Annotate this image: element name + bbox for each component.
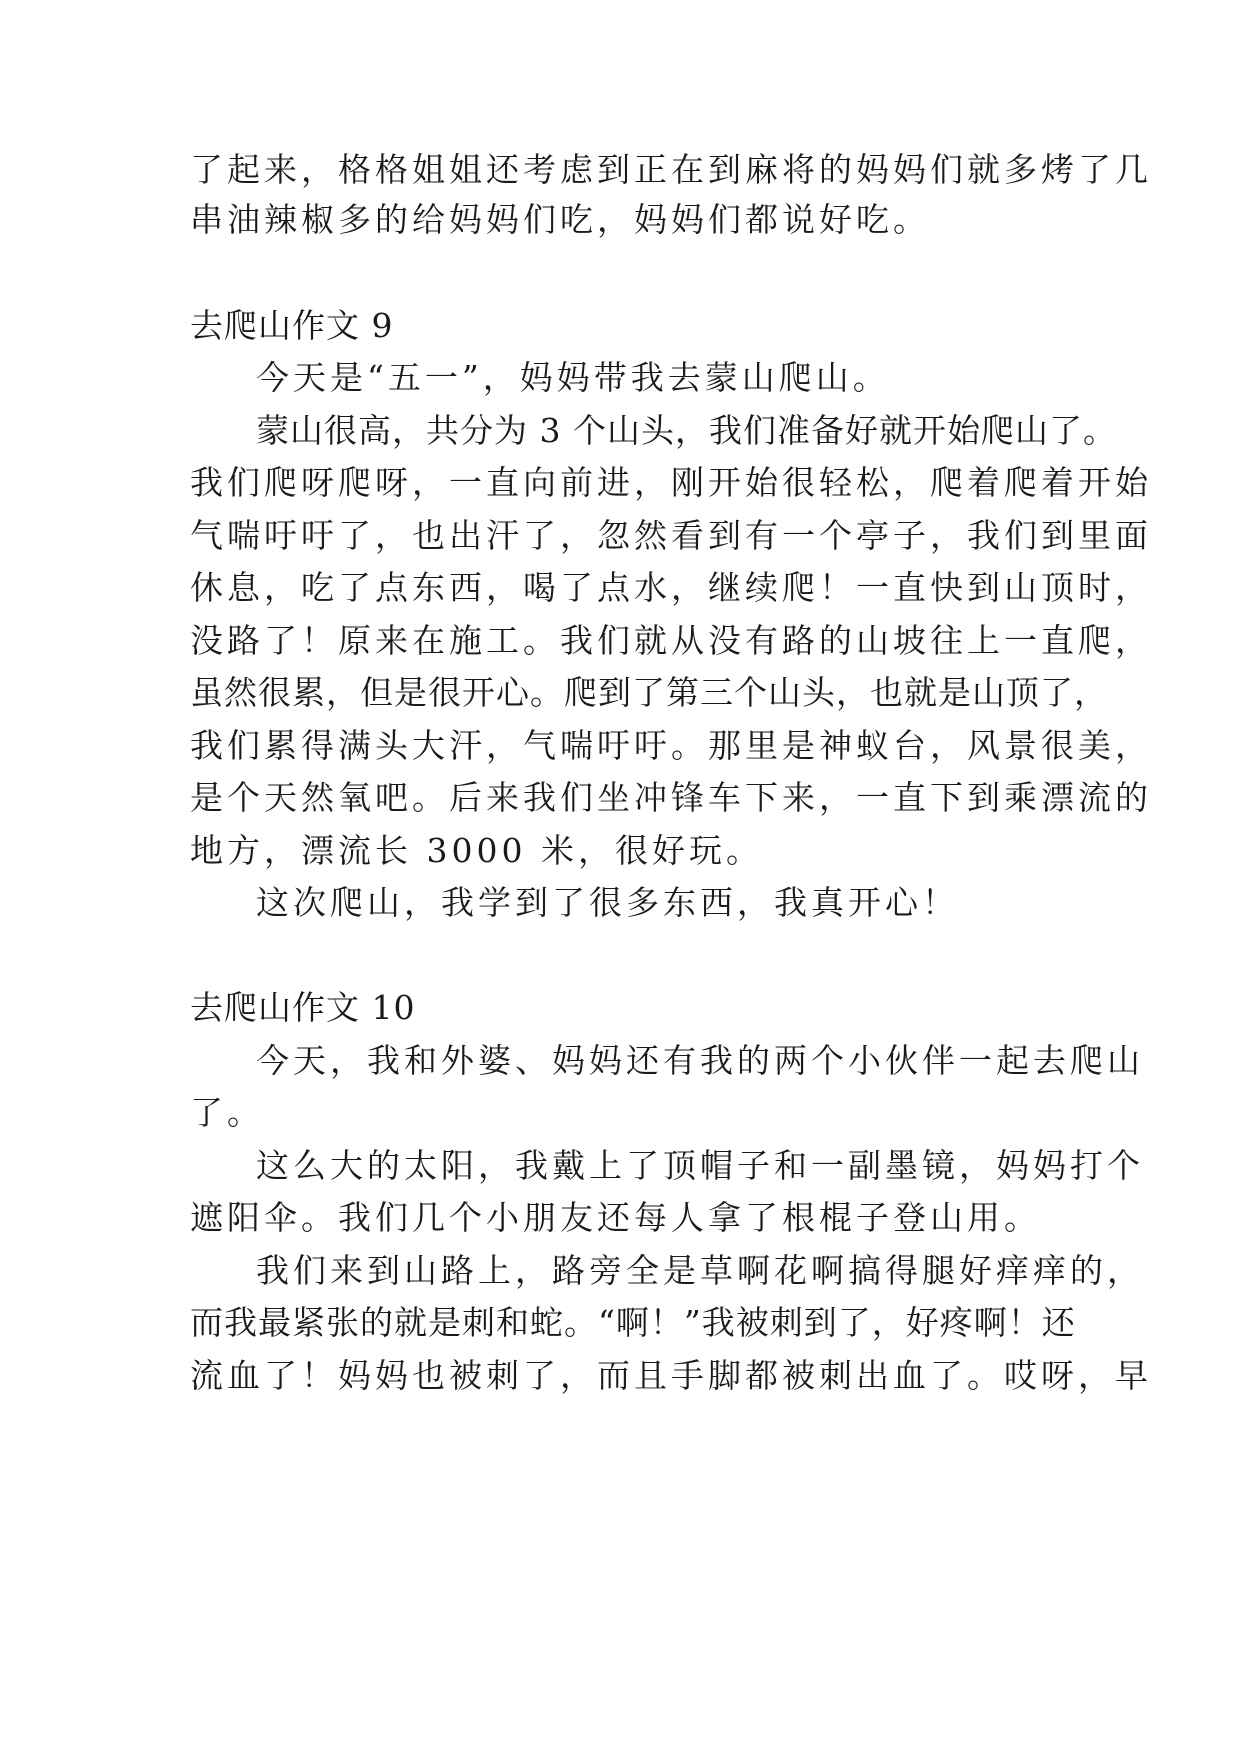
paragraph-line: 我们爬呀爬呀，一直向前进，刚开始很轻松，爬着爬着开始 bbox=[190, 463, 1152, 502]
essay-title: 去爬山作文 10 bbox=[190, 988, 416, 1027]
paragraph-line: 这么大的太阳，我戴上了顶帽子和一副墨镜，妈妈打个 bbox=[256, 1146, 1144, 1185]
paragraph-line: 了起来，格格姐姐还考虑到正在到麻将的妈妈们就多烤了几 bbox=[190, 150, 1152, 189]
paragraph-line: 今天是“五一”，妈妈带我去蒙山爬山。 bbox=[256, 358, 890, 397]
paragraph-line: 串油辣椒多的给妈妈们吃，妈妈们都说好吃。 bbox=[190, 200, 930, 239]
essay-title: 去爬山作文 9 bbox=[190, 306, 394, 345]
paragraph-line: 这次爬山，我学到了很多东西，我真开心！ bbox=[256, 883, 959, 922]
paragraph-line: 是个天然氧吧。后来我们坐冲锋车下来，一直下到乘漂流的 bbox=[190, 778, 1152, 817]
paragraph-line: 今天，我和外婆、妈妈还有我的两个小伙伴一起去爬山 bbox=[256, 1041, 1144, 1080]
paragraph-line: 而我最紧张的就是刺和蛇。“啊！”我被刺到了，好疼啊！还 bbox=[190, 1303, 1076, 1342]
paragraph-line: 我们累得满头大汗，气喘吁吁。那里是神蚁台，风景很美， bbox=[190, 726, 1152, 765]
paragraph-line: 遮阳伞。我们几个小朋友还每人拿了根棍子登山用。 bbox=[190, 1198, 1041, 1237]
paragraph-line: 我们来到山路上，路旁全是草啊花啊搞得腿好痒痒的， bbox=[256, 1251, 1144, 1290]
paragraph-line: 流血了！妈妈也被刺了，而且手脚都被刺出血了。哎呀，早 bbox=[190, 1356, 1152, 1395]
paragraph-line: 虽然很累，但是很开心。爬到了第三个山头，也就是山顶了， bbox=[190, 673, 1108, 712]
paragraph-line: 地方，漂流长 3000 米，很好玩。 bbox=[190, 831, 763, 870]
paragraph-line: 蒙山很高，共分为 3 个山头，我们准备好就开始爬山了。 bbox=[256, 411, 1117, 450]
paragraph-line: 气喘吁吁了，也出汗了，忽然看到有一个亭子，我们到里面 bbox=[190, 516, 1152, 555]
paragraph-line: 没路了！原来在施工。我们就从没有路的山坡往上一直爬， bbox=[190, 621, 1152, 660]
paragraph-line: 了。 bbox=[190, 1093, 264, 1132]
paragraph-line: 休息，吃了点东西，喝了点水，继续爬！一直快到山顶时， bbox=[190, 568, 1152, 607]
